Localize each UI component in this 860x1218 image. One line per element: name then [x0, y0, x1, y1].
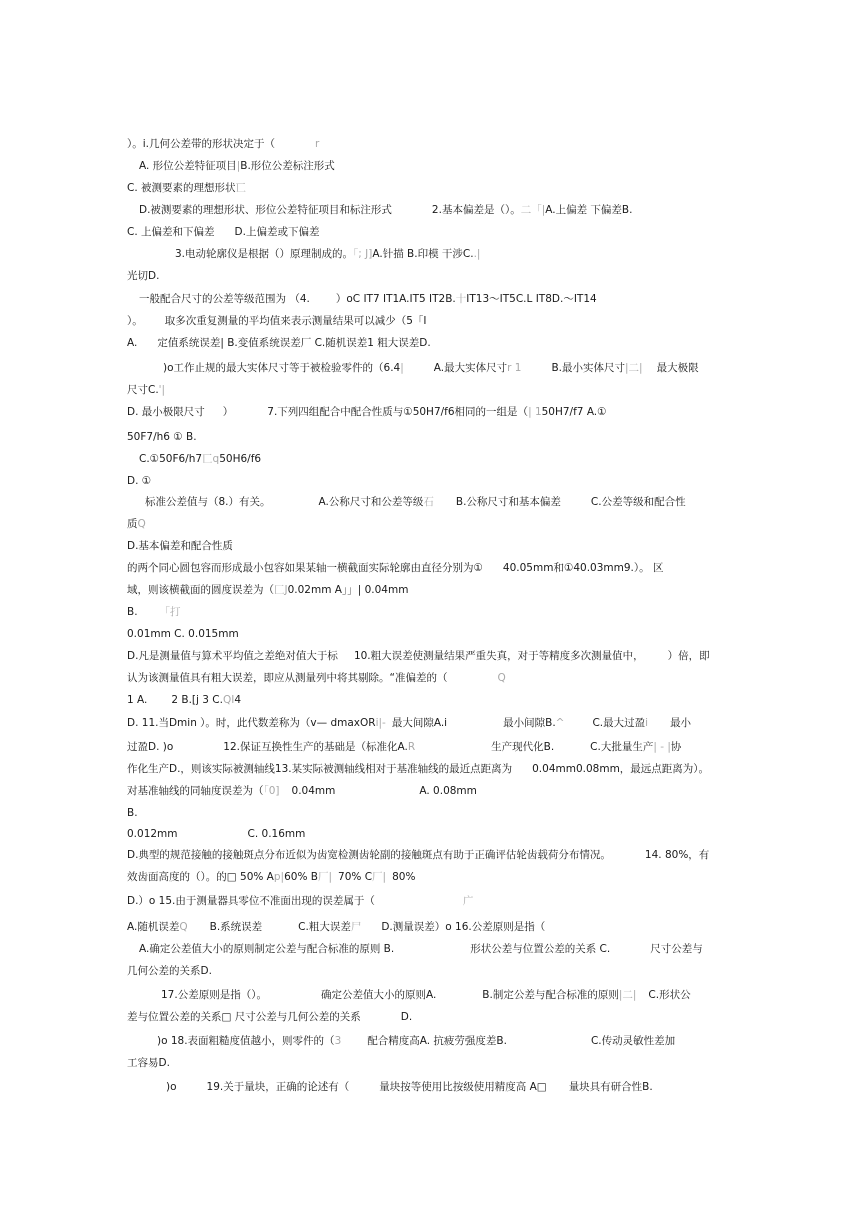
text-line: 1 A. 2 B.[j 3 C.QI4	[127, 694, 242, 706]
text-line: D.被测要素的理想形状、形位公差特征项目和标注形式 2.基本偏差是（）。二「|A.上偏差 下偏差B.	[139, 204, 633, 216]
text-line: 域，则该横截面的圆度误差为（匚J0.02mm A」」| 0.04mm	[127, 584, 409, 596]
text-line: ）。 取多次重复测量的平均值来表示测量结果可以减少（5「I	[127, 315, 427, 327]
text-line: 对基准轴线的同轴度误差为（「0] 0.04mm A. 0.08mm	[127, 785, 477, 797]
text-line: B.	[127, 807, 138, 819]
text-line: 差与位置公差的关系□ 尺寸公差与几何公差的关系 D.	[127, 1011, 413, 1023]
text-line: 工容易D.	[127, 1057, 170, 1069]
text-line: 质Q	[127, 518, 146, 530]
text-line: 50F7/h6 ① B.	[127, 431, 197, 443]
text-line: 几何公差的关系D.	[127, 965, 212, 977]
text-line: 的两个同心圆包容而形成最小包容如果某轴一横截面实际轮廓由直径分别为① 40.05mm和①40.03mm9.）。 区	[127, 562, 664, 574]
text-line: 0.012mm C. 0.16mm	[127, 828, 306, 840]
text-line: 标准公差值与（8.）有关。 A.公称尺寸和公差等级石 B.公称尺寸和基本偏差 C.公差等级和配合性	[145, 496, 686, 508]
text-line: 效齿面高度的（）。的□ 50% Ap|60% B厂| 70% C厂| 80%	[127, 871, 416, 883]
text-line: 0.01mm C. 0.015mm	[127, 628, 239, 640]
text-line: )o 19.关于量块，正确的论述有（ 量块按等使用比按级使用精度高 A□ 量块具有研合性B.	[166, 1081, 653, 1093]
text-line: 一般配合尺寸的公差等级范围为 （4. ）oC IT7 IT1A.IT5 IT2B.十IT13～IT5C.L IT8D.～IT14	[139, 293, 597, 305]
text-line: D. 11.当Dmin ）。时，此代数差称为（v— dmaxORi|- 最大间隙A.i 最小间隙B.^ C.最大过盈i 最小	[127, 717, 692, 729]
text-line: C.①50F6/h7匸q50H6/f6	[139, 453, 262, 465]
text-line: )o 18.表面粗糙度值越小，则零件的（3 配合精度高A. 抗疲劳强度差B. C.传动灵敏性差加	[157, 1035, 676, 1047]
text-line: D.凡是测量值与算术平均值之差绝对值大于标 10.粗大误差使测量结果严重失真，对于等精度多次测量值中， ）倍，即	[127, 650, 710, 662]
text-line: D. 最小极限尺寸 ） 7.下列四组配合中配合性质与①50H7/f6相同的一组是（| 150H7/f7 A.①	[127, 406, 607, 418]
text-line: D.典型的规范接触的接触斑点分布近似为齿宽检测齿轮副的接触斑点有助于正确评估轮齿载荷分布情况。 14. 80%，有	[127, 849, 710, 861]
text-line: 认为该测量值具有粗大误差，即应从测量列中将其剔除。“准偏差的（ Q	[127, 672, 506, 684]
text-line: 作化生产D.，则该实际被测轴线13.某实际被测轴线相对于基准轴线的最近点距离为 0.04mm0.08mm，最远点距离为）。	[127, 763, 710, 775]
text-line: B. 「打	[127, 606, 181, 618]
text-line: A. 定值系统误差| B.变值系统误差厂 C.随机误差1 粗大误差D.	[127, 337, 431, 349]
text-line: D.）o 15.由于测量器具零位不准面出现的误差属于（ 广	[127, 895, 474, 907]
text-line: 尺寸C.'|	[127, 384, 166, 396]
text-line: C. 上偏差和下偏差 D.上偏差或下偏差	[127, 226, 320, 238]
text-line: D. ①	[127, 475, 152, 487]
text-line: ）。i.几何公差带的形状决定于（ r	[127, 138, 320, 150]
text-line: 过盈D. )o 12.保证互换性生产的基础是（标准化A.R 生产现代化B. C.大批量生产| - |协	[127, 741, 682, 753]
text-line: A.确定公差值大小的原则制定公差与配合标准的原则 B. 形状公差与位置公差的关系 C. 尺寸公差与	[139, 943, 703, 955]
text-line: A.随机误差Q B.系统误差 C.粗大误差尸 D.测量误差）o 16.公差原则是指（	[127, 921, 546, 933]
text-line: 17.公差原则是指（）。 确定公差值大小的原则A. B.制定公差与配合标准的原则|二| C.形状公	[161, 989, 691, 1001]
text-line: 光切D.	[127, 270, 160, 282]
text-line: A. 形位公差特征项目|B.形位公差标注形式	[139, 160, 335, 172]
text-line: D.基本偏差和配合性质	[127, 540, 233, 552]
text-line: 3.电动轮廓仪是根据（）原理制成的。「; J]A.针描 B.印模 干涉C..|	[175, 248, 481, 260]
text-line: )o工作止规的最大实体尺寸等于被检验零件的（6.4| A.最大实体尺寸r 1 B.最小实体尺寸|二| 最大极限	[163, 362, 699, 374]
text-line: C. 被测要素的理想形状匸	[127, 182, 247, 194]
